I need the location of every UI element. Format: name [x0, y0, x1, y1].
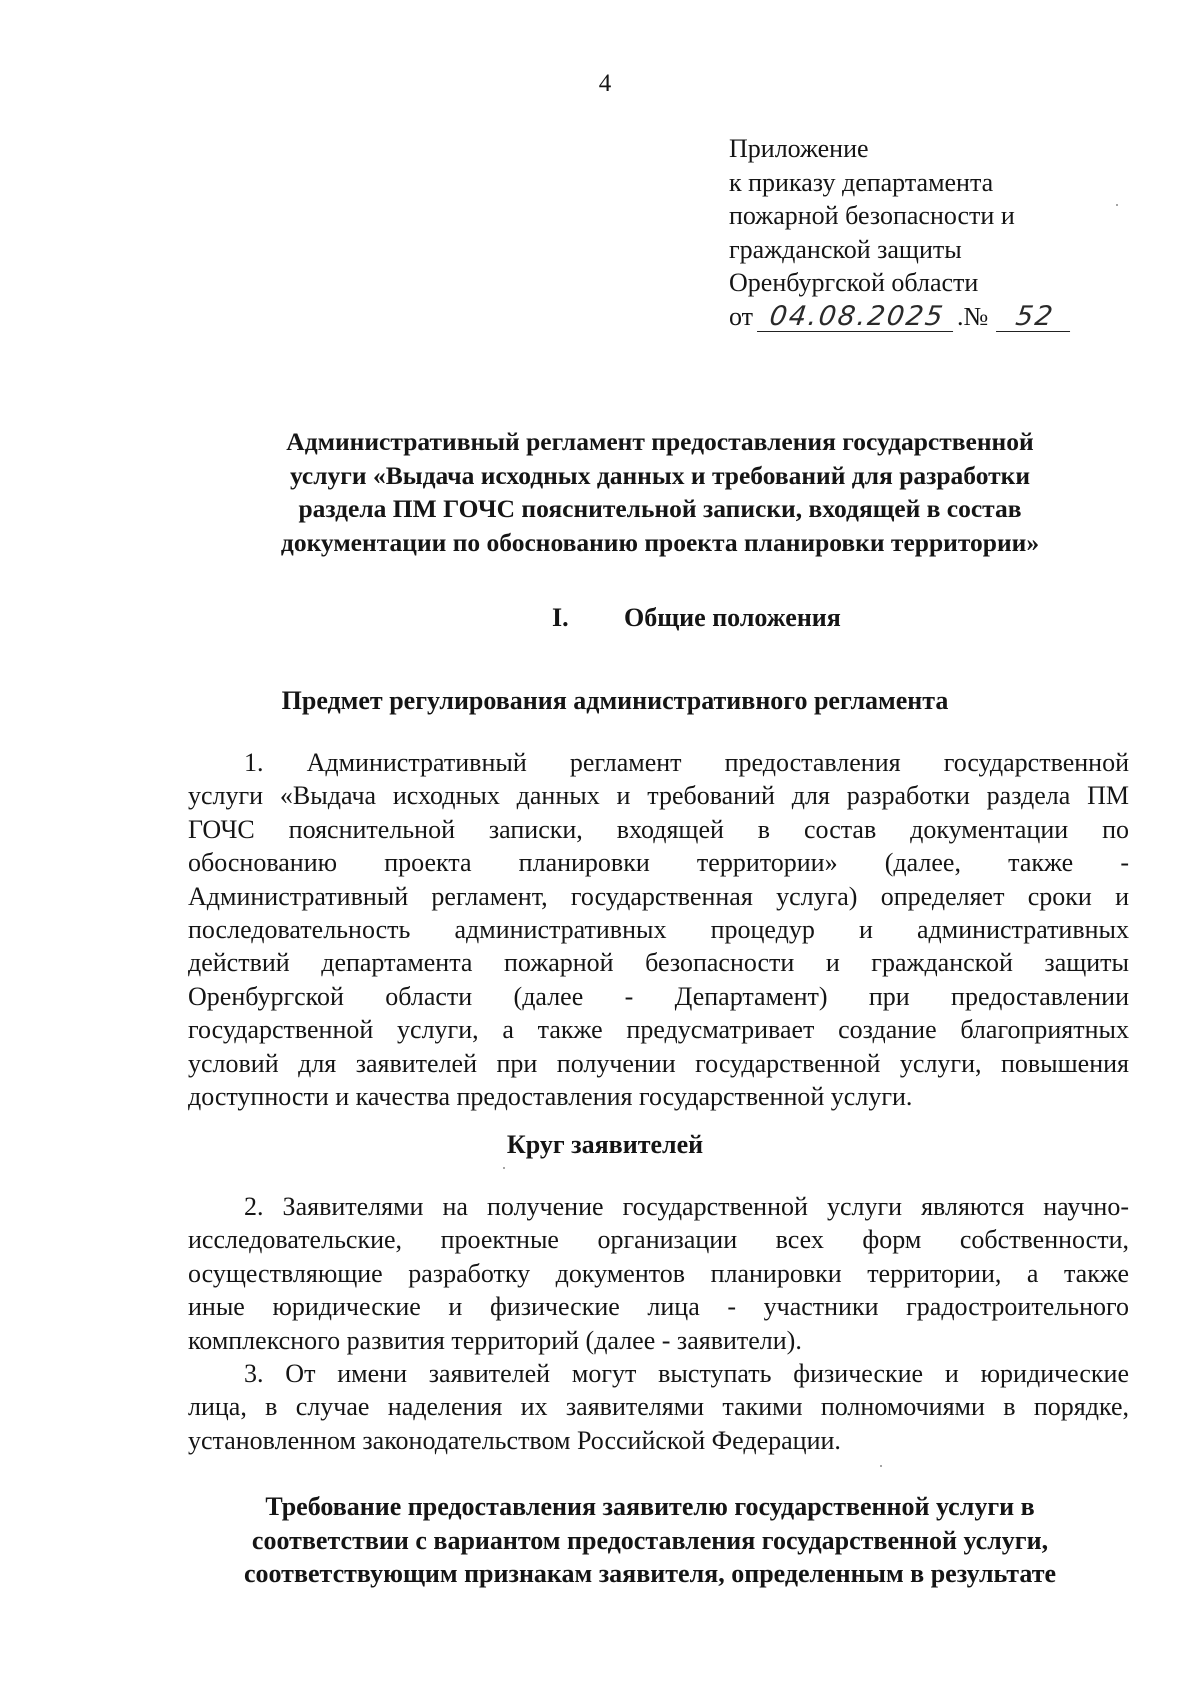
paragraph-line: ГОЧС пояснительной записки, входящей в состав документации по	[188, 814, 1129, 844]
paragraph-line: осуществляющие разработку документов планировки территории, а также	[188, 1258, 1129, 1288]
paragraph-line: действий департамента пожарной безопасности и гражданской защиты	[188, 948, 1129, 978]
paragraph-line: доступности и качества предоставления государственной услуги.	[188, 1081, 913, 1111]
handwritten-number: 52	[996, 303, 1074, 332]
paragraph-3	[188, 1357, 1129, 1457]
attachment-line: к приказу департамента	[729, 167, 994, 197]
title-line: Административный регламент предоставления государственной	[286, 427, 1034, 456]
paragraph-line: 3. От имени заявителей могут выступать физические и юридические	[244, 1359, 1129, 1388]
paragraph-line: комплексного развития территорий (далее - заявители).	[188, 1325, 802, 1355]
subheading-subject: Предмет регулирования административного регламента	[281, 686, 949, 715]
paragraph-line: услуги «Выдача исходных данных и требований для разработки раздела ПМ	[188, 781, 1129, 811]
paragraph-line: Оренбургской области (далее - Департамент) при предоставлении	[188, 981, 1129, 1011]
scan-speck	[880, 1465, 882, 1467]
paragraph-1	[188, 746, 1129, 1113]
paragraph-line: 2. Заявителями на получение государственной услуги являются научно-	[244, 1192, 1129, 1221]
from-label: от	[729, 301, 754, 331]
paragraph-line: обоснованию проекта планировки территории» (далее, также -	[188, 848, 1129, 878]
paragraph-line: исследовательские, проектные организации всех форм собственности,	[188, 1225, 1129, 1255]
paragraph-line: установленном законодательством Российской Федерации.	[188, 1425, 841, 1455]
attachment-line: пожарной безопасности и	[729, 201, 1015, 230]
attachment-line: Приложение	[729, 134, 869, 163]
heading-line: соответствующим признакам заявителя, определенным в результате	[243, 1559, 1057, 1588]
paragraph-line: последовательность административных процедур и административных	[188, 914, 1129, 944]
order-date-number-line	[729, 300, 1072, 334]
document-title	[200, 425, 1120, 559]
section-number: I.	[552, 603, 569, 632]
paragraph-line: иные юридические и физические лица - участники градостроительного	[188, 1292, 1129, 1322]
heading-line: Требование предоставления заявителю государственной услуги в	[265, 1492, 1035, 1521]
scan-speck	[1116, 204, 1118, 206]
section-title: Общие положения	[624, 603, 841, 632]
paragraph-line: Административный регламент, государственная услуга) определяет сроки и	[188, 881, 1129, 911]
page-number: 4	[598, 70, 612, 97]
attachment-line: гражданской защиты	[729, 234, 962, 264]
handwritten-date: 04.08.2025	[757, 303, 957, 332]
subheading-applicants: Круг заявителей	[506, 1130, 704, 1159]
paragraph-2	[188, 1190, 1129, 1357]
paragraph-line: условий для заявителей при получении государственной услуги, повышения	[188, 1048, 1129, 1078]
title-line: документации по обоснованию проекта планировки территории»	[280, 527, 1040, 557]
attachment-block	[729, 132, 1072, 333]
attachment-line: Оренбургской области	[729, 268, 979, 297]
paragraph-line: лица, в случае наделения их заявителями такими полномочиями в порядке,	[188, 1392, 1129, 1422]
paragraph-line: 1. Административный регламент предоставления государственной	[244, 748, 1129, 777]
subheading-requirement	[180, 1490, 1120, 1591]
scan-speck	[503, 1167, 505, 1169]
title-line: раздела ПМ ГОЧС пояснительной записки, входящей в состав	[298, 494, 1022, 523]
title-line: услуги «Выдача исходных данных и требований для разработки	[289, 460, 1031, 490]
paragraph-line: государственной услуги, а также предусматривает создание благоприятных	[188, 1015, 1129, 1045]
number-label: .№	[957, 301, 989, 331]
heading-line: соответствии с вариантом предоставления государственной услуги,	[251, 1525, 1049, 1555]
